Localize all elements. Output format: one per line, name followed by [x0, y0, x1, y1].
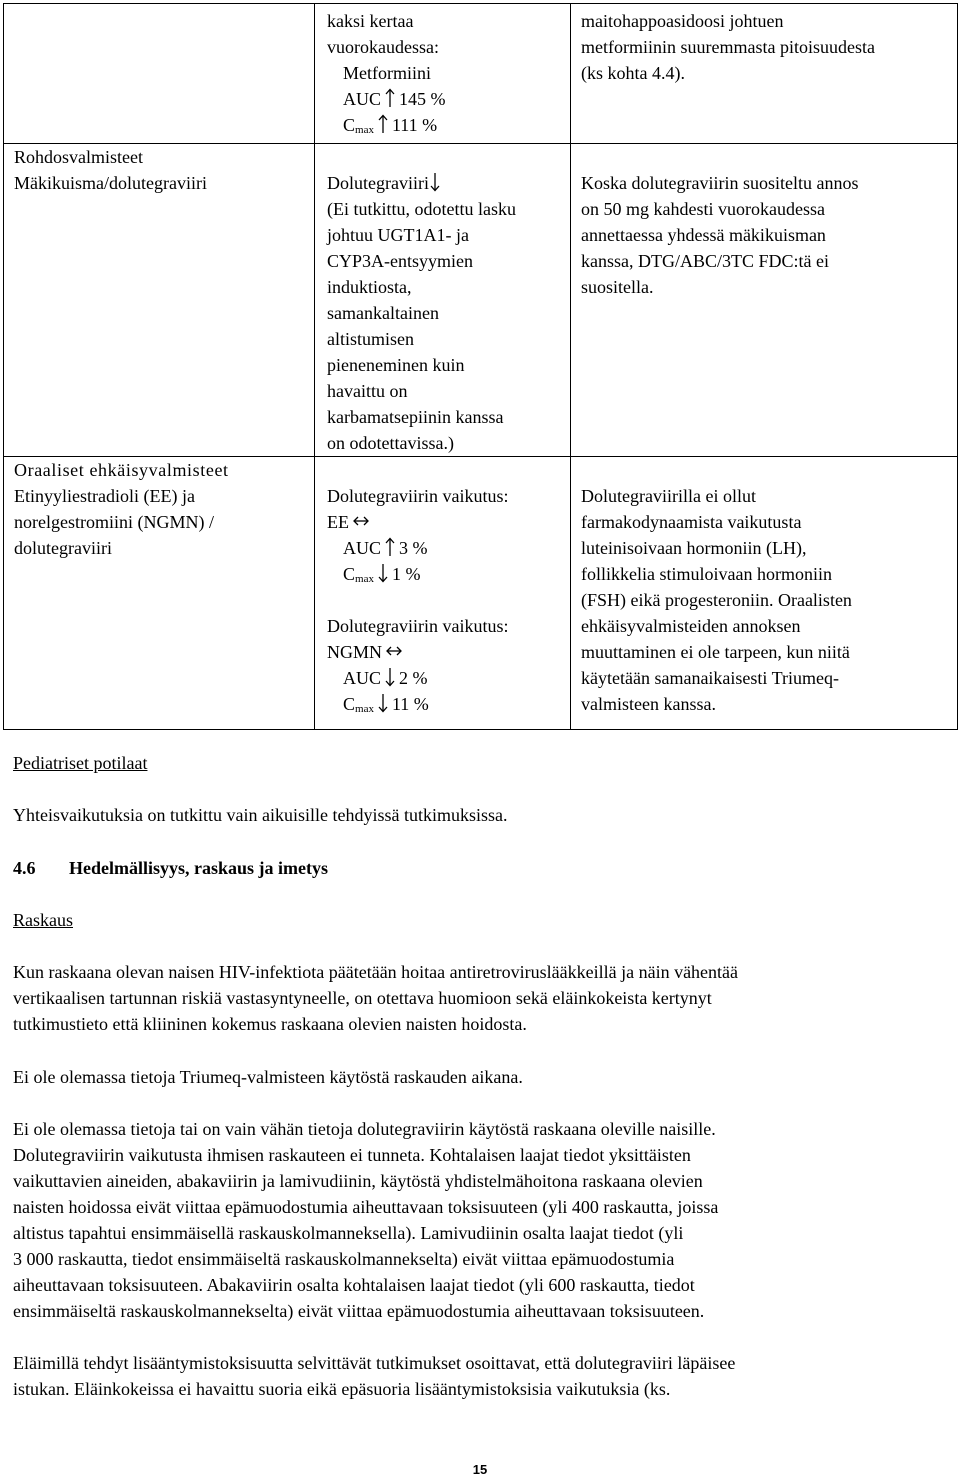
cell-line: Koska dolutegraviirin suositeltu annos [581, 173, 859, 193]
arrow-down-icon [378, 693, 388, 713]
cell-line: (ks kohta 4.4). [581, 63, 685, 83]
arrow-down-icon [378, 563, 388, 583]
section-number: 4.6 [13, 858, 36, 878]
cell-line: kanssa, DTG/ABC/3TC FDC:tä ei [581, 251, 829, 271]
cell-line: annettaessa yhdessä mäkikuisman [581, 225, 826, 245]
cmax-line: $C_{max}$ 111 % [343, 115, 438, 136]
cell-line: CYP3A-entsyymien [327, 251, 473, 271]
cmax-line: $C_{max}$ 11 % [343, 694, 429, 715]
cell-line: Dolutegraviirin vaikutus: [327, 486, 509, 506]
cell-line: Dolutegraviirilla ei ollut [581, 486, 756, 506]
paragraph-line: 3 000 raskautta, tiedot ensimmäiseltä raskauskolmannekselta) eivät viittaa epämuodostumia [13, 1249, 675, 1269]
cell-line: valmisteen kanssa. [581, 694, 716, 714]
auc-line: AUC 2 % [343, 668, 428, 688]
cell-line: (FSH) eikä progesteroniin. Oraalisten [581, 590, 852, 610]
interaction-table [3, 3, 958, 730]
arrow-both-icon [353, 511, 369, 531]
table-row [4, 144, 958, 457]
table-cell [571, 457, 958, 730]
cell-line: karbamatsepiinin kanssa [327, 407, 504, 427]
cell-line: maitohappoasidoosi johtuen [581, 11, 784, 31]
section-subheading: Raskaus [13, 910, 73, 930]
cell-line: suositella. [581, 277, 654, 297]
paragraph [13, 1350, 913, 1402]
cell-line: luteinisoivaan hormoniin (LH), [581, 538, 807, 558]
cell-line: muuttaminen ei ole tarpeen, kun niitä [581, 642, 850, 662]
cell-line: induktiosta, [327, 277, 412, 297]
arrow-both-icon [386, 641, 402, 661]
table-cell [4, 144, 315, 457]
paragraph-line: Dolutegraviirin vaikutusta ihmisen raskauteen ei tunneta. Kohtalaisen laajat tiedot yksittäisten [13, 1145, 691, 1165]
paragraph-line: Ei ole olemassa tietoja Triumeq-valmisteen käytöstä raskauden aikana. [13, 1067, 523, 1087]
pediatric-text: Yhteisvaikutuksia on tutkittu vain aikuisille tehdyissä tutkimuksissa. [13, 805, 508, 825]
cell-line: Rohdosvalmisteet [14, 147, 143, 167]
cell-line: on 50 mg kahdesti vuorokaudessa [581, 199, 825, 219]
table-cell [315, 144, 571, 457]
cell-line: vuorokaudessa: [327, 37, 439, 57]
table-cell [4, 4, 315, 144]
cell-line: käytetään samanaikaisesti Triumeq- [581, 668, 839, 688]
table-cell [571, 144, 958, 457]
cell-line: farmakodynaamista vaikutusta [581, 512, 802, 532]
table-row [4, 4, 958, 144]
paragraph-line: Eläimillä tehdyt lisääntymistoksisuutta selvittävät tutkimukset osoittavat, että dolutegraviiri läpäisee [13, 1353, 736, 1373]
cell-line: Dolutegraviirin vaikutus: [327, 616, 509, 636]
paragraph-line: ensimmäiseltä raskauskolmannekselta) eivät viittaa epämuodostumia aiheuttavaan toksisuuteen. [13, 1301, 705, 1321]
paragraph [13, 1064, 913, 1090]
cell-line: johtuu UGT1A1- ja [327, 225, 469, 245]
page-number: 15 [472, 1462, 488, 1477]
paragraph-line: Ei ole olemassa tietoja tai on vain vähän tietoja dolutegraviirin käytöstä raskaana oleville naisille. [13, 1119, 716, 1139]
paragraph-line: altistus tapahtui ensimmäisellä raskauskolmanneksella). Lamivudiinin osalta laajat tiedot (yli [13, 1223, 684, 1243]
paragraph-line: tutkimustieto että kliininen kokemus raskaana olevien naisten hoidosta. [13, 1014, 527, 1034]
cell-line: Metformiini [343, 63, 431, 83]
auc-line: AUC 145 % [343, 89, 446, 109]
cell-line: (Ei tutkittu, odotettu lasku [327, 199, 516, 219]
paragraph-line: istukan. Eläinkokeissa ei havaittu suoria eikä epäsuoria lisääntymistoksisia vaikutuksia (ks. [13, 1379, 671, 1399]
auc-line: AUC 3 % [343, 538, 428, 558]
cell-line: altistumisen [327, 329, 414, 349]
table-cell [4, 457, 315, 730]
paragraph-line: naisten hoidossa eivät viittaa epämuodostumia aiheuttavaan toksisuuteen (yli 400 raskautta, joissa [13, 1197, 719, 1217]
cmax-line: $C_{max}$ 1 % [343, 564, 421, 585]
cell-line: pieneneminen kuin [327, 355, 465, 375]
table-row [4, 457, 958, 730]
paragraph [13, 1116, 913, 1324]
table-cell [571, 4, 958, 144]
cell-line: Etinyyliestradioli (EE) ja [14, 486, 195, 506]
cell-line: norelgestromiini (NGMN) / [14, 512, 214, 532]
paragraph-line: vertikaalisen tartunnan riskiä vastasyntyneelle, on otettava huomioon sekä eläinkokeista kertynyt [13, 988, 712, 1008]
cell-line: Oraaliset ehkäisyvalmisteet [14, 460, 229, 480]
paragraph-line: Kun raskaana olevan naisen HIV-infektiota päätetään hoitaa antiretroviruslääkkeillä ja näin vähentää [13, 962, 739, 982]
cell-line: samankaltainen [327, 303, 439, 323]
section-title-text: Hedelmällisyys, raskaus ja imetys [69, 858, 328, 878]
cell-line: on odotettavissa.) [327, 433, 454, 453]
arrow-down-icon [430, 172, 440, 192]
table-cell [315, 457, 571, 730]
cell-line: kaksi kertaa [327, 11, 414, 31]
arrow-up-icon [385, 537, 395, 557]
arrow-down-icon [385, 667, 395, 687]
paragraph-line: vaikuttavien aineiden, abakaviirin ja lamivudiinin, käytöstä yhdistelmähoitona raskaana olevien [13, 1171, 703, 1191]
paragraph-line: aiheuttavaan toksisuuteen. Abakaviirin osalta kohtalaisen laajat tiedot (yli 600 raskautta, tiedot [13, 1275, 695, 1295]
cell-line: follikkelia stimuloivaan hormoniin [581, 564, 832, 584]
cell-line: dolutegraviiri [14, 538, 112, 558]
ee-line: EE [327, 509, 560, 535]
cell-line: havaittu on [327, 381, 408, 401]
section-title [13, 855, 913, 881]
cell-line: Dolutegraviiri [327, 170, 560, 196]
arrow-up-icon [378, 114, 388, 134]
ngmn-line: NGMN [327, 639, 560, 665]
cell-line: Mäkikuisma/dolutegraviiri [14, 173, 207, 193]
pediatric-heading: Pediatriset potilaat [13, 753, 148, 773]
arrow-up-icon [385, 88, 395, 108]
table-cell [315, 4, 571, 144]
cell-line: ehkäisyvalmisteiden annoksen [581, 616, 801, 636]
cell-line: metformiinin suuremmasta pitoisuudesta [581, 37, 875, 57]
paragraph [13, 959, 913, 1037]
